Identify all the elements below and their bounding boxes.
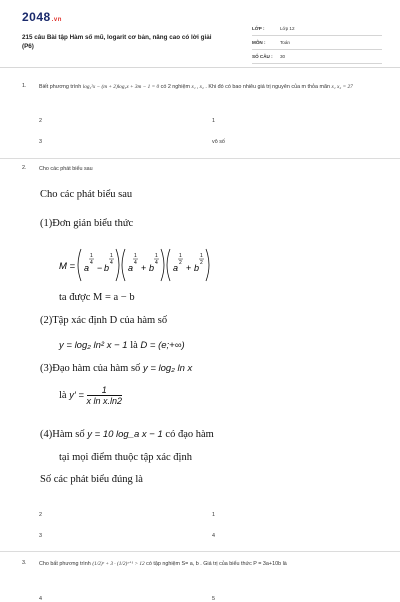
base-letter: b — [194, 263, 200, 273]
answer-option[interactable]: 1 — [212, 512, 215, 518]
math-expression: D = (e;+∞) — [140, 340, 185, 351]
math-expression: y = 10 log_a x − 1 — [87, 429, 163, 440]
embed-text: (4)Hàm số — [40, 429, 85, 440]
operator: − — [97, 263, 103, 273]
answer-option[interactable]: 1 — [212, 118, 215, 124]
question-number: 2. — [22, 165, 27, 171]
bracket — [116, 249, 119, 281]
formula-label: M = — [59, 261, 76, 272]
answer-option[interactable]: vô số — [212, 139, 225, 145]
base-letter: a — [173, 263, 179, 273]
base-letter: a — [128, 263, 134, 273]
operator: + — [141, 263, 147, 273]
answer-option[interactable]: 3 — [39, 139, 42, 145]
exp-den: 4 — [155, 260, 158, 266]
question-divider — [0, 551, 400, 552]
document-meta — [252, 22, 382, 64]
fraction-denominator: x ln x.ln2 — [86, 396, 123, 406]
answer-option[interactable]: 3 — [39, 533, 42, 539]
exp-num: 1 — [155, 253, 158, 259]
fraction-numerator: 1 — [87, 385, 123, 396]
operator: + — [186, 263, 192, 273]
embed-text: (3)Đạo hàm của hàm số — [40, 363, 141, 374]
meta-key: SỐ CÂU : — [252, 54, 273, 59]
header — [22, 10, 382, 70]
stem-text: có 2 nghiệm — [160, 84, 190, 90]
exp-num: 1 — [110, 253, 113, 259]
answer-option[interactable]: 5 — [212, 596, 215, 602]
embed-line: (1)Đơn giản biểu thức — [40, 218, 134, 229]
embed-line — [59, 340, 185, 351]
stem-text: có tập nghiệm S= a, b . Giá trị của biểu thức P = 3a+10b là — [146, 561, 287, 567]
question-stem — [39, 560, 369, 570]
question-3 — [22, 560, 382, 600]
embed-line: ta được M = a − b — [59, 292, 135, 303]
question-divider — [0, 158, 400, 159]
stem-roots: x₁ , x₂ — [191, 84, 204, 90]
bracket — [78, 249, 81, 281]
meta-value: Lớp 12 — [280, 26, 295, 31]
answer-option[interactable]: 4 — [212, 533, 215, 539]
stem-text: Cho bất phương trình — [39, 561, 91, 567]
derivative-fraction — [87, 385, 123, 406]
meta-value: 30 — [280, 54, 286, 59]
math-expression: y = log₂ ln x — [142, 363, 193, 374]
embed-text: là — [59, 389, 67, 401]
question-stem — [39, 83, 369, 93]
question-number: 3. — [22, 560, 27, 566]
embed-line — [40, 363, 192, 374]
exp-den: 4 — [110, 260, 113, 266]
embed-line — [59, 385, 122, 406]
exp-den: 2 — [179, 260, 182, 266]
answer-option[interactable]: 2 — [39, 512, 42, 518]
meta-key: MÔN : — [252, 40, 266, 45]
exp-den: 4 — [134, 260, 137, 266]
exp-den: 2 — [200, 260, 203, 266]
question-1 — [22, 83, 382, 163]
exp-num: 1 — [134, 253, 137, 259]
stem-text: . Khi đó có bao nhiêu giá trị nguyên của m thỏa mãn — [205, 84, 331, 90]
answer-option[interactable]: 4 — [39, 596, 42, 602]
meta-key: LỚP : — [252, 26, 265, 31]
stem-text: Biết phương trình — [39, 84, 82, 90]
stem-condition: x₁ x₂ = 27 — [331, 84, 353, 90]
math-expression: y = log₂ ln² x − 1 — [59, 340, 128, 351]
base-letter: b — [104, 263, 110, 273]
embed-line — [40, 429, 214, 440]
meta-row-count — [252, 50, 382, 64]
bracket — [206, 249, 209, 281]
base-letter: a — [84, 263, 90, 273]
embed-line: (2)Tập xác định D của hàm số — [40, 315, 168, 326]
embed-text: có đạo hàm — [165, 429, 214, 440]
exp-den: 4 — [90, 260, 93, 266]
logo-text: 2048 — [22, 10, 51, 24]
exp-num: 1 — [200, 253, 203, 259]
math-expression: y′ = — [69, 389, 84, 401]
logo-suffix: .vn — [51, 17, 62, 23]
exp-num: 1 — [90, 253, 93, 259]
embed-text: là — [130, 340, 138, 351]
question-number: 1. — [22, 83, 27, 89]
embed-line: tại mọi điểm thuộc tập xác định — [59, 452, 192, 463]
stem-equation: log₃²x − (m + 2)log₃x + 3m − 1 = 0 — [82, 84, 160, 90]
bracket — [161, 249, 164, 281]
header-divider — [0, 67, 400, 68]
meta-row-class — [252, 22, 382, 36]
base-letter: b — [149, 263, 155, 273]
embed-line: Cho các phát biểu sau — [40, 189, 133, 200]
bracket — [122, 249, 125, 281]
formula-m-graphic — [59, 245, 259, 285]
bracket — [167, 249, 170, 281]
meta-row-subject — [252, 36, 382, 50]
formula-m — [59, 245, 259, 285]
document-title: 215 câu Bài tập Hàm số mũ, logarit cơ bản, nâng cao có lời giải (P6) — [22, 34, 212, 50]
exp-num: 1 — [179, 253, 182, 259]
question-stem: Cho các phát biểu sau — [39, 166, 93, 172]
embed-line: Số các phát biểu đúng là — [40, 474, 143, 485]
meta-value: Toán — [280, 40, 290, 45]
answer-option[interactable]: 2 — [39, 118, 42, 124]
stem-inequality: (1/2)ˣ + 3 · (1/2)ˣ⁺¹ > 12 — [92, 561, 145, 567]
